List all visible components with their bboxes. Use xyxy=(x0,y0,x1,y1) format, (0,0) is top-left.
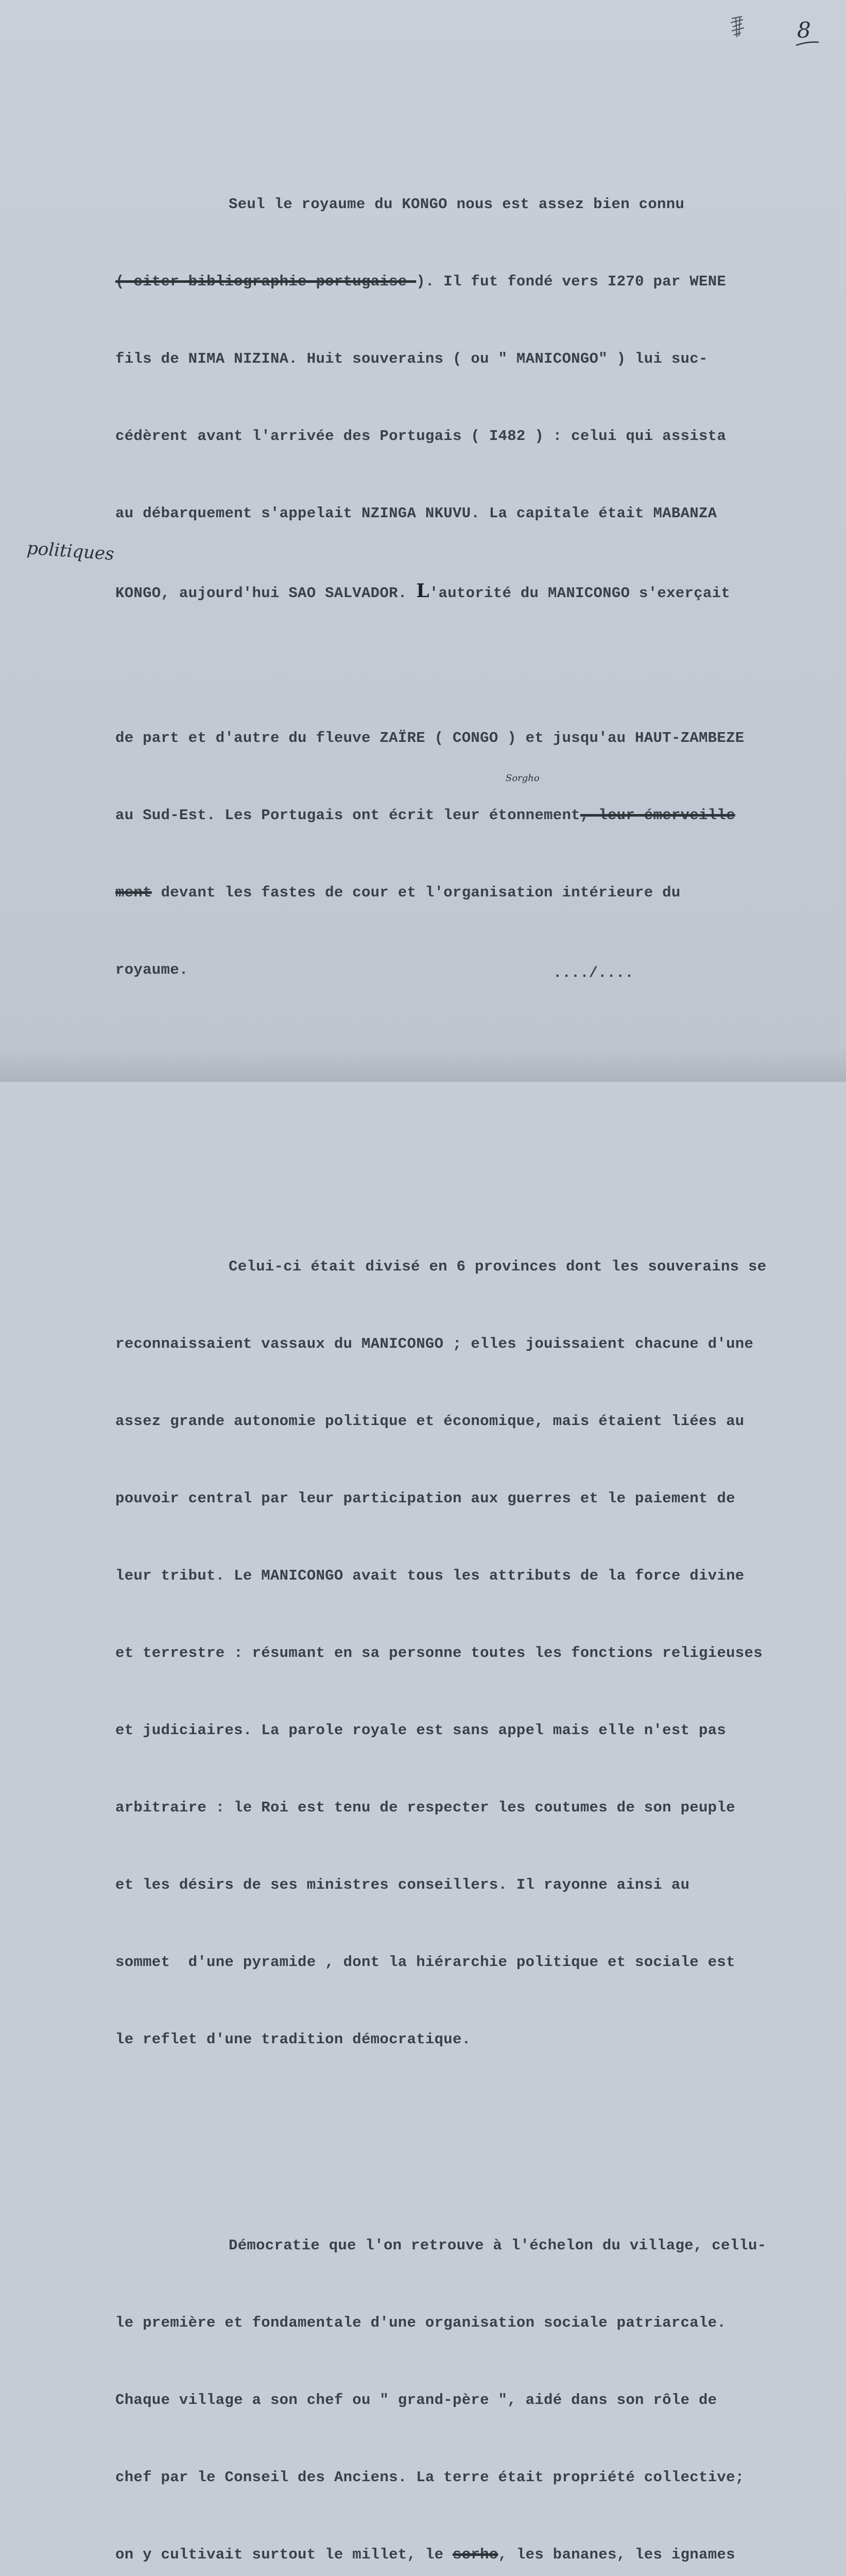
handwritten-interlinear-correction: Sorgho xyxy=(506,773,540,784)
handwritten-correction: L xyxy=(416,580,429,602)
text-line: royaume. xyxy=(115,961,188,978)
handwritten-margin-note: politiques xyxy=(26,538,115,565)
pencil-scribble-mark xyxy=(729,14,746,40)
text-line xyxy=(115,880,831,906)
line-text: on y cultivait surtout le millet, le xyxy=(115,2546,453,2563)
line-text: devant les fastes de cour et l'organisation intérieure du xyxy=(151,884,681,901)
line-text: au Sud-Est. Les Portugais ont écrit leur étonnement xyxy=(115,807,580,824)
struck-text: sorho xyxy=(453,2546,498,2563)
line-text: 'autorité du MANICONGO s'exerçait xyxy=(429,585,731,602)
document-body xyxy=(115,89,831,2576)
paragraph-provinces xyxy=(115,1202,831,2104)
continuation-marker: ..../.... xyxy=(553,964,634,981)
text-line: le première et fondamentale d'une organisation sociale patriarcale. xyxy=(115,2314,727,2331)
text-line: Celui-ci était divisé en 6 provinces dont les souverains se xyxy=(229,1258,767,1275)
text-line: Démocratie que l'on retrouve à l'échelon du village, cellu- xyxy=(229,2237,767,2254)
page-number: 8 xyxy=(797,18,811,43)
struck-text: , leur émerveille xyxy=(580,807,735,824)
text-line: Chaque village a son chef ou " grand-père ", aidé dans son rôle de xyxy=(115,2392,717,2409)
text-line: cédèrent avant l'arrivée des Portugais ( I482 ) : celui qui assista xyxy=(115,428,727,445)
text-line xyxy=(115,2542,831,2568)
text-line: reconnaissaient vassaux du MANICONGO ; elles jouissaient chacune d'une xyxy=(115,1335,754,1352)
text-line: sommet d'une pyramide , dont la hiérarchie politique et sociale est xyxy=(115,1954,735,1971)
text-line: pouvoir central par leur participation aux guerres et le paiement de xyxy=(115,1490,735,1507)
text-line: Seul le royaume du KONGO nous est assez bien connu xyxy=(229,196,685,213)
text-line: fils de NIMA NIZINA. Huit souverains ( ou " MANICONGO" ) lui suc- xyxy=(115,350,708,367)
text-line: le reflet d'une tradition démocratique. xyxy=(115,2031,471,2048)
text-line: et les désirs de ses ministres conseillers. Il rayonne ainsi au xyxy=(115,1876,690,1893)
line-text: , les bananes, les ignames xyxy=(498,2546,735,2563)
text-line: assez grande autonomie politique et économique, mais étaient liées au xyxy=(115,1413,745,1430)
text-line: au débarquement s'appelait NZINGA NKUVU. La capitale était MABANZA xyxy=(115,505,717,522)
line-text: ). Il fut fondé vers I270 par WENE xyxy=(416,273,727,290)
text-line xyxy=(115,269,831,295)
text-line: et judiciaires. La parole royale est sans appel mais elle n'est pas xyxy=(115,1722,727,1739)
text-line xyxy=(115,803,831,828)
text-line: leur tribut. Le MANICONGO avait tous les attributs de la force divine xyxy=(115,1567,745,1584)
line-text: KONGO, aujourd'hui SAO SALVADOR. xyxy=(115,585,417,602)
paper-edge-shadow xyxy=(0,1046,846,1082)
paragraph-kongo-intro xyxy=(115,140,831,1035)
struck-text: ment xyxy=(115,884,152,901)
text-line: arbitraire : le Roi est tenu de respecter les coutumes de son peuple xyxy=(115,1799,735,1816)
text-line: chef par le Conseil des Anciens. La terre était propriété collective; xyxy=(115,2469,745,2486)
page-number-underline xyxy=(795,40,820,46)
paragraph-village-democracy xyxy=(115,2181,831,2576)
text-line xyxy=(115,578,831,604)
struck-text: ( citer bibliographie portugaise xyxy=(115,273,417,290)
text-line: et terrestre : résumant en sa personne toutes les fonctions religieuses xyxy=(115,1645,763,1662)
text-line: de part et d'autre du fleuve ZAÏRE ( CONGO ) et jusqu'au HAUT-ZAMBEZE xyxy=(115,730,745,747)
